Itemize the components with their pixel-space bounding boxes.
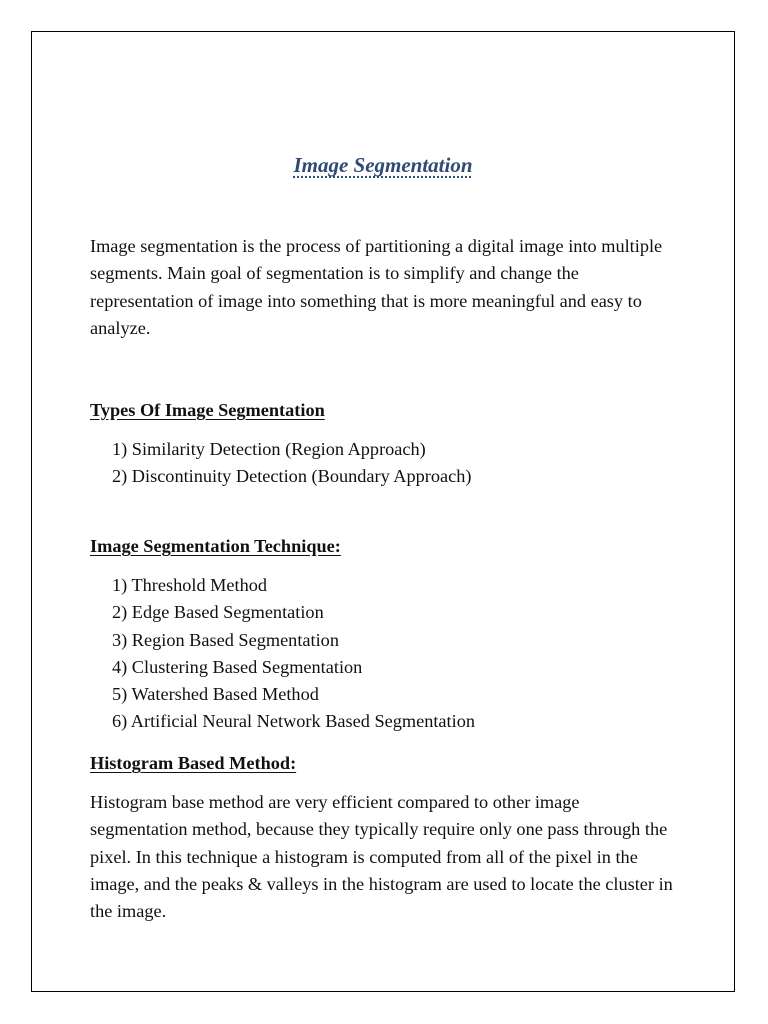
page-title: Image Segmentation <box>293 153 473 177</box>
types-heading: Types Of Image Segmentation <box>90 400 325 420</box>
list-item: 3) Region Based Segmentation <box>112 629 339 650</box>
techniques-heading: Image Segmentation Technique: <box>90 536 341 556</box>
list-item: 2) Discontinuity Detection (Boundary Approach) <box>112 466 472 487</box>
types-list <box>112 436 471 491</box>
list-item: 6) Artificial Neural Network Based Segmentation <box>112 711 475 732</box>
techniques-list <box>112 572 475 736</box>
list-item: 4) Clustering Based Segmentation <box>112 656 363 677</box>
list-item: 1) Threshold Method <box>112 575 268 595</box>
histogram-heading: Histogram Based Method: <box>90 753 297 773</box>
histogram-paragraph: Histogram base method are very efficient compared to other image segmentation method, because they typically require only one pass through the pixel. In this technique a histogram is computed from all of the pixel in the image, and the peaks & valleys in the histogram are used to locate the cluster in the image. <box>90 792 673 922</box>
intro-paragraph: Image segmentation is the process of partitioning a digital image into multiple segments. Main goal of segmentation is to simplify and change the representation of image into something that is more meaningful and easy to analyze. <box>90 236 663 338</box>
list-item: 5) Watershed Based Method <box>112 684 319 705</box>
list-item: 2) Edge Based Segmentation <box>112 602 324 623</box>
list-item: 1) Similarity Detection (Region Approach) <box>112 439 426 459</box>
